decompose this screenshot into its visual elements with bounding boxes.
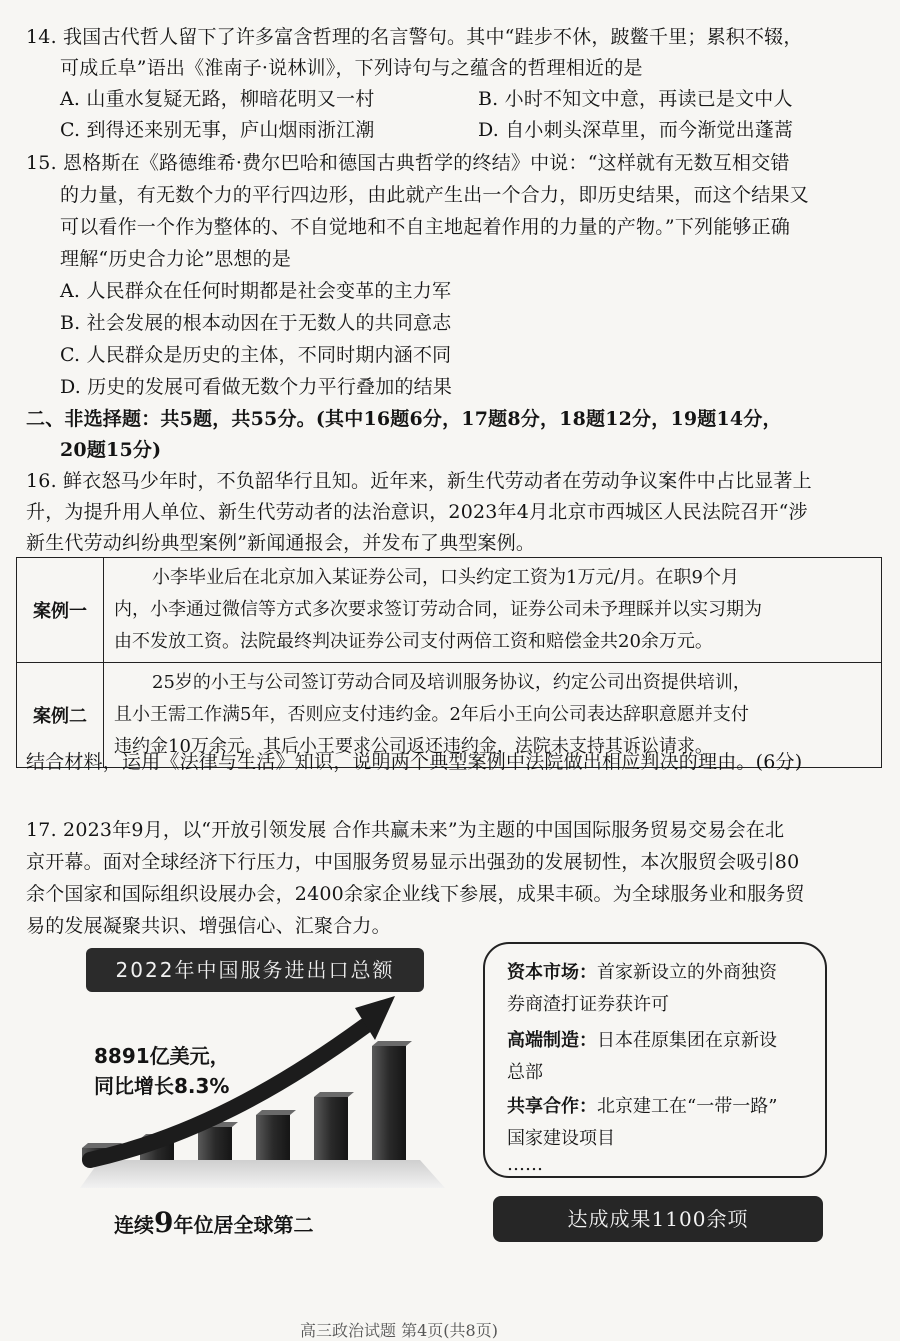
item-3-line-2: 国家建设项目: [507, 1128, 615, 1149]
growth-bar: [256, 1115, 290, 1160]
items-ellipsis: ……: [507, 1154, 543, 1175]
growth-bar-top: [372, 1041, 412, 1046]
q15-stem-line-2: 的力量，有无数个力的平行四边形，由此就产生出一个合力，即历史结果，而这个结果又: [60, 184, 809, 206]
q15-option-a: A. 人民群众在任何时期都是社会变革的主力军: [60, 280, 452, 302]
item-3-line-1: [507, 1092, 777, 1122]
q17-stem-line-2: 京开幕。面对全球经济下行压力，中国服务贸易显示出强劲的发展韧性，本次服贸会吸引80: [26, 851, 800, 873]
q15-option-b: B. 社会发展的根本动因在于无数人的共同意志: [60, 312, 452, 334]
case-row: [17, 558, 882, 663]
item-3-text: 北京建工在“一带一路”: [597, 1096, 778, 1117]
item-1-text: 首家新设立的外商独资: [597, 962, 777, 983]
q14-stem-line-1: 14. 我国古代哲人留下了许多富含哲理的名言警句。其中“跬步不休，跛鳖千里；累积不辍，: [26, 26, 803, 48]
growth-bar: [314, 1097, 348, 1160]
q14-option-b: B. 小时不知文中意，再读已是文中人: [478, 88, 793, 110]
q14-stem-line-2: 可成丘阜”语出《淮南子·说林训》，下列诗句与之蕴含的哲理相近的是: [60, 57, 643, 79]
item-1-key: 资本市场：: [507, 962, 597, 983]
q15-stem-line-1: 15. 恩格斯在《路德维希·费尔巴哈和德国古典哲学的终结》中说：“这样就有无数互相交错: [26, 152, 790, 174]
item-3-key: 共享合作：: [507, 1096, 597, 1117]
case-label: 案例一: [17, 558, 104, 663]
item-1-line-1: [507, 958, 777, 988]
item-2-key: 高端制造：: [507, 1030, 597, 1051]
case-1-line-1: 小李毕业后在北京加入某证券公司，口头约定工资为1万元/月。在职9个月: [152, 567, 739, 588]
case-2-line-1: 25岁的小王与公司签订劳动合同及培训服务协议，约定公司出资提供培训，: [152, 672, 751, 693]
case-1-line-2: 内，小李通过微信等方式多次要求签订劳动合同，证券公司未予理睬并以实习期为: [114, 599, 762, 620]
q16-stem-line-2: 升，为提升用人单位、新生代劳动者的法治意识，2023年4月北京市西城区人民法院召开“涉: [26, 501, 808, 523]
q15-option-d: D. 历史的发展可看做无数个力平行叠加的结果: [60, 376, 453, 398]
growth-bar: [372, 1046, 406, 1160]
q14-option-d: D. 自小刺头深草里，而今渐觉出蓬蒿: [478, 119, 794, 141]
case-2-line-3: 违约金10万余元。其后小王要求公司返还违约金，法院未支持其诉讼请求。: [114, 736, 713, 757]
section-2-heading-line-2: 20题15分): [60, 439, 162, 461]
case-2-line-2: 且小王需工作满5年，否则应支付违约金。2年后小王向公司表达辞职意愿并支付: [114, 704, 749, 725]
trade-total-value: 8891亿美元，: [94, 1044, 230, 1068]
fair-results-infographic: [483, 942, 833, 1252]
q14-option-a: A. 山重水复疑无路，柳暗花明又一村: [60, 88, 375, 110]
item-1-line-2: 券商渣打证券获许可: [507, 994, 669, 1015]
growth-bar: [198, 1127, 232, 1160]
q17-stem-line-3: 余个国家和国际组织设展办会，2400余家企业线下参展，成果丰硕。为全球服务业和服务贸: [26, 883, 805, 905]
q15-option-c: C. 人民群众是历史的主体，不同时期内涵不同: [60, 344, 452, 366]
q17-stem-line-4: 易的发展凝聚共识、增强信心、汇聚合力。: [26, 915, 391, 937]
trade-total-infographic: [70, 948, 445, 1248]
q15-stem-line-4: 理解“历史合力论”思想的是: [60, 248, 292, 270]
item-2-line-1: [507, 1026, 777, 1056]
rank-years: 9: [154, 1206, 174, 1239]
q16-question: 结合材料，运用《法律与生活》知识，说明两个典型案例中法院做出相应判决的理由。(6分): [26, 751, 803, 773]
q16-stem-line-3: 新生代劳动纠纷典型案例”新闻通报会，并发布了典型案例。: [26, 532, 536, 554]
q14-option-c: C. 到得还来别无事，庐山烟雨浙江潮: [60, 119, 375, 141]
results-box: [483, 942, 827, 1178]
infographic-title: 2022年中国服务进出口总额: [86, 948, 424, 992]
growth-bar-top: [314, 1092, 354, 1097]
item-2-text: 日本荏原集团在京新设: [597, 1030, 777, 1051]
case-table: [16, 557, 882, 768]
rank-prefix: 连续: [114, 1213, 154, 1237]
case-1-line-3: 由不发放工资。法院最终判决证券公司支付两倍工资和赔偿金共20余万元。: [114, 631, 713, 652]
section-2-heading-line-1: 二、非选择题：共5题，共55分。(其中16题6分，17题8分，18题12分，19题14分，: [26, 408, 782, 430]
page-footer: 高三政治试题 第4页(共8页): [300, 1321, 498, 1340]
trade-growth-rate: 同比增长8.3%: [94, 1074, 230, 1098]
item-2-line-2: 总部: [507, 1062, 543, 1083]
results-count-banner: 达成成果1100余项: [493, 1196, 823, 1242]
case-body: [104, 558, 882, 663]
q17-stem-line-1: 17. 2023年9月，以“开放引领发展 合作共赢未来”为主题的中国国际服务贸易交易会在北: [26, 819, 785, 841]
floor-shadow: [80, 1160, 445, 1188]
q15-stem-line-3: 可以看作一个作为整体的、不自觉地和不自主地起着作用的力量的产物。”下列能够正确: [60, 216, 791, 238]
global-rank-caption: [114, 1206, 313, 1239]
q16-stem-line-1: 16. 鲜衣怒马少年时，不负韶华行且知。近年来，新生代劳动者在劳动争议案件中占比显著上: [26, 470, 812, 492]
case-label: 案例二: [17, 663, 104, 768]
growth-bar-top: [256, 1110, 296, 1115]
rank-suffix: 年位居全球第二: [173, 1213, 314, 1237]
